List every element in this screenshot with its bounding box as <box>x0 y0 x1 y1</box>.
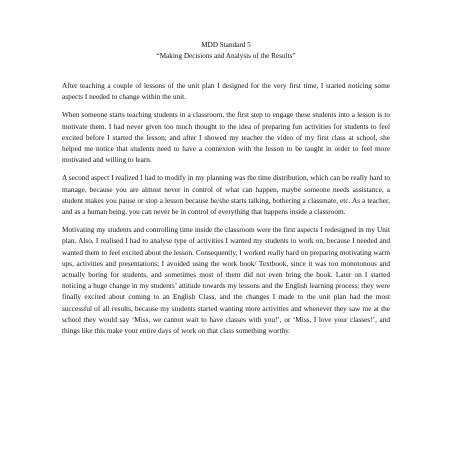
paragraph-time-distribution: A second aspect I realized I had to modify in my planning was the time distribution, which can be really hard to manage, because you are almost never in control of what can happen, maybe someone needs assistance, a student makes you pause or stop a lesson because he/she starts talking, bothering a classmate, etc. As a teacher, and as a human being, you can never be in control of everything that happens inside a classroom. <box>62 173 390 217</box>
paragraph-intro: After teaching a couple of lessons of the unit plan I designed for the very first time, I started noticing some aspects I needed to change within the unit. <box>62 81 390 102</box>
document-page <box>62 0 390 453</box>
document-subtitle: “Making Decisions and Analysis of the Results” <box>156 52 296 60</box>
paragraph-motivation: When someone starts teaching students in a classroom, the first step to engage these students into a lesson is to motivate them. I had never given too much thought to the idea of preparing fun activities for students to feel excited before I started the lesson; and after I showed my teacher the video of my first class at school, she helped me notice that students need to have a connexion with the lesson to be taught in order to feel more motivated and willing to learn. <box>62 110 390 165</box>
document-title: MDD Standard 5 <box>201 41 251 49</box>
document-body <box>62 80 390 343</box>
paragraph-redesign: Motivating my students and controlling time inside the classroom were the first aspects I redesigned in my Unit plan. Also, I realised I had to analyse type of activities I wanted my students to work on, because I needed and wanted them to feel excited about the lesson. Consequently, I worked really hard on preparing motivating warm ups, activities and presentations; I avoided using the work book/ Textbook, since it was too monotonous and actually boring for students, and sometimes most of them did not even bring the book. Later on I started noticing a huge change in my students’ attitude towards my lessons and the English learning process; they were finally excited about coming to an English Class, and the changes I made to the unit plan had the most successful of all results, because my students started wanting more activities and whenever they saw me at the school they would say ‘Miss, we cannot wait to have classes with you!’, or ‘Miss, I love your classes!’, and things like this make your entire days of work on that class something worthy. <box>62 225 390 336</box>
